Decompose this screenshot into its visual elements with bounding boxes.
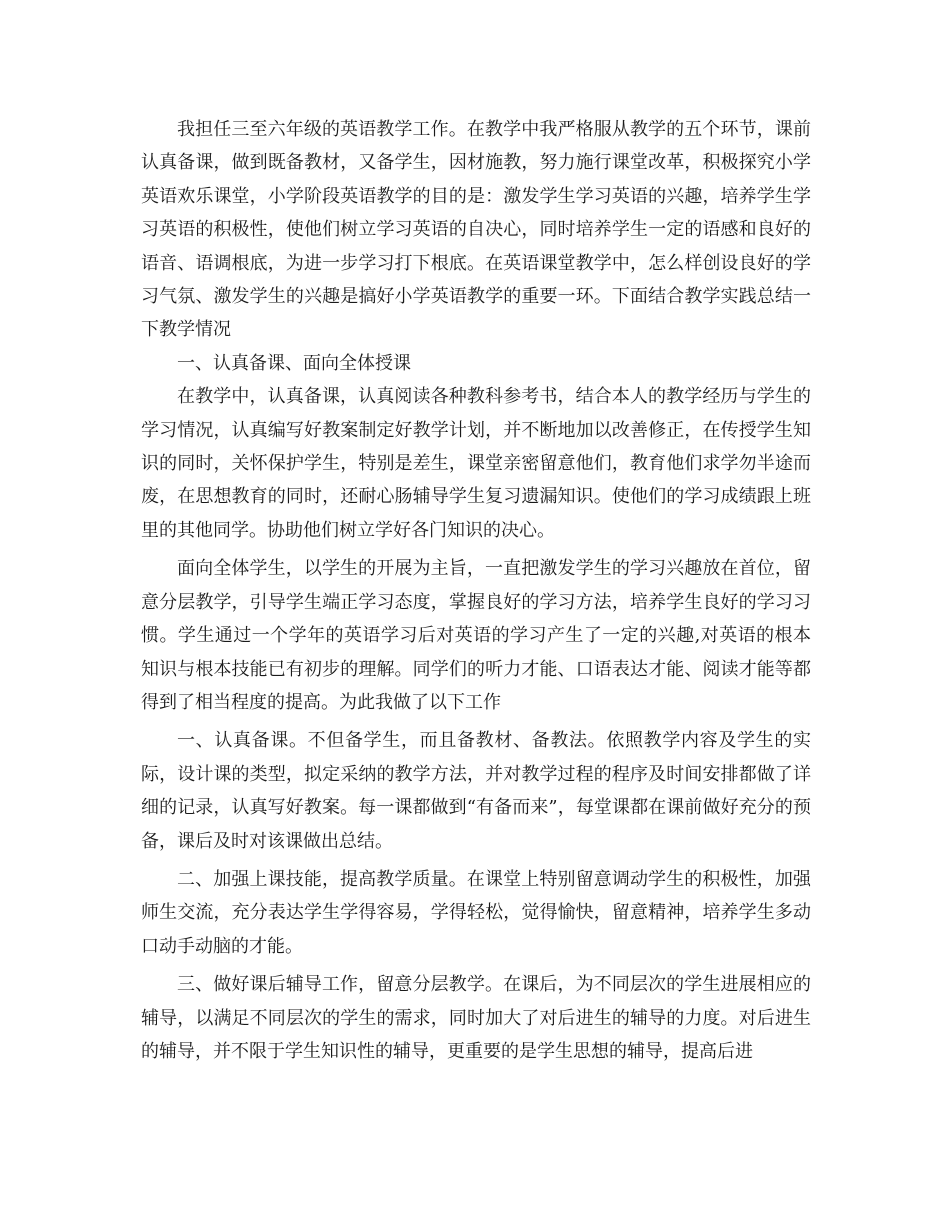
paragraph-all-students: 面向全体学生，以学生的开展为主旨，一直把激发学生的学习兴趣放在首位，留意分层教学，引导学生端正学习态度，掌握良好的学习方法，培养学生良好的学习习惯。学生通过一个学年的英语学习后对英语的学习产生了一定的兴趣,对英语的根本知识与根本技能已有初步的理解。同学们的听力才能、口语表达才能、阅读才能等都得到了相当程度的提高。为此我做了以下工作 (141, 558, 811, 713)
paragraph-intro: 我担任三至六年级的英语教学工作。在教学中我严格服从教学的五个环节，课前认真备课，做到既备教材，又备学生，因材施教，努力施行课堂改革，积极探究小学英语欢乐课堂，小学阶段英语教学的目的是：激发学生学习英语的兴趣，培养学生学习英语的积极性，使他们树立学习英语的自决心，同时培养学生一定的语感和良好的语音、语调根底，为进一步学习打下根底。在英语课堂教学中，怎么样创设良好的学习气氛、激发学生的兴趣是搞好小学英语教学的重要一环。下面结合教学实践总结一下教学情况 (141, 119, 811, 341)
paragraph-prepare: 在教学中，认真备课，认真阅读各种教科参考书，结合本人的教学经历与学生的学习情况，认真编写好教案制定好教学计划，并不断地加以改善修正，在传授学生知识的同时，关怀保护学生，特别是差生，课堂亲密留意他们，教育他们求学勿半途而废，在思想教育的同时，还耐心肠辅导学生复习遗漏知识。使他们的学习成绩跟上班里的其他同学。协助他们树立学好各门知识的决心。 (141, 386, 811, 541)
section-heading-prepare: 一、认真备课、面向全体授课 (177, 352, 411, 374)
paragraph-item-two: 二、加强上课技能，提高教学质量。在课堂上特别留意调动学生的积极性，加强师生交流，充分表达学生学得容易，学得轻松，觉得愉快，留意精神，培养学生多动口动手动脑的才能。 (141, 868, 811, 957)
document-body (141, 113, 811, 1068)
paragraph-item-one: 一、认真备课。不但备学生，而且备教材、备教法。依照教学内容及学生的实际，设计课的类型，拟定采纳的教学方法，并对教学过程的程序及时间安排都做了详细的记录，认真写好教案。每一课都做到“有备而来”，每堂课都在课前做好充分的预备，课后及时对该课做出总结。 (141, 730, 811, 852)
paragraph-item-three: 三、做好课后辅导工作，留意分层教学。在课后，为不同层次的学生进展相应的辅导，以满足不同层次的学生的需求，同时加大了对后进生的辅导的力度。对后进生的辅导，并不限于学生知识性的辅导，更重要的是学生思想的辅导，提高后进 (141, 974, 811, 1062)
